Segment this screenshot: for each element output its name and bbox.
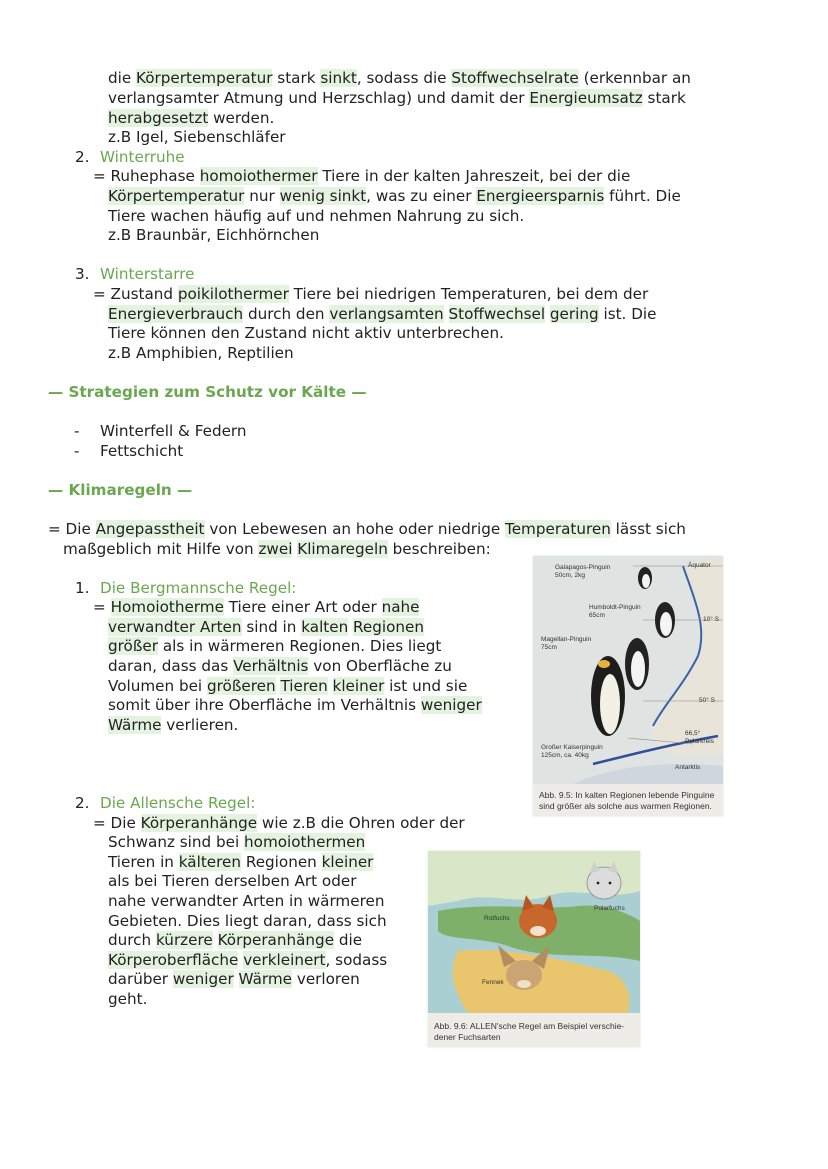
label-magellan: Magellan-Pinguin bbox=[541, 636, 592, 643]
highlighted-term: Energieumsatz bbox=[529, 89, 643, 107]
example-line bbox=[108, 343, 294, 363]
heading-winterruhe: Winterruhe bbox=[100, 148, 185, 166]
heading-allen: Die Allensche Regel: bbox=[100, 794, 256, 812]
highlighted-term: Wärme bbox=[238, 970, 293, 988]
highlighted-term: Regionen bbox=[353, 618, 425, 636]
text-segment: führt. Die bbox=[604, 187, 681, 205]
highlighted-term: homoiothermer bbox=[199, 167, 318, 185]
text-line bbox=[93, 166, 630, 186]
bullet-dash: - bbox=[74, 442, 80, 460]
text-line bbox=[108, 304, 656, 324]
text-segment: = Die bbox=[93, 814, 141, 832]
highlighted-term: Körperanhänge bbox=[217, 931, 335, 949]
text-segment: Volumen bei bbox=[108, 677, 207, 695]
text-line bbox=[108, 969, 360, 989]
figure-caption: sind größer als solche aus warmen Regionen. bbox=[539, 801, 712, 811]
text-segment: z.B Amphibien, Reptilien bbox=[108, 344, 294, 362]
text-segment: stark bbox=[642, 89, 686, 107]
text-line bbox=[108, 871, 356, 891]
highlighted-term: Stoffwechsel bbox=[448, 305, 546, 323]
text-line bbox=[108, 68, 691, 88]
text-segment: (erkennbar an bbox=[578, 69, 691, 87]
highlighted-term: homoiothermen bbox=[244, 833, 366, 851]
highlighted-term: poikilothermer bbox=[177, 285, 289, 303]
section-heading-strategien: — Strategien zum Schutz vor Kälte — bbox=[48, 383, 367, 401]
text-segment: verlangsamter Atmung und Herzschlag) und damit der bbox=[108, 89, 530, 107]
highlighted-term: Energieersparnis bbox=[476, 187, 605, 205]
text-segment: = Die bbox=[48, 520, 96, 538]
text-segment: Tieren in bbox=[108, 853, 179, 871]
text-segment: verloren bbox=[292, 970, 360, 988]
highlighted-term: größer bbox=[108, 637, 158, 655]
highlighted-term: Homoiotherme bbox=[110, 598, 224, 616]
highlighted-term: Angepasstheit bbox=[95, 520, 205, 538]
text-segment: Tiere in der kalten Jahreszeit, bei der die bbox=[317, 167, 631, 185]
text-segment: Gebieten. Dies liegt daran, dass sich bbox=[108, 912, 387, 930]
bullet-dash: - bbox=[74, 422, 80, 440]
label-galapagos-size: 50cm, 2kg bbox=[555, 572, 585, 579]
text-segment: die bbox=[334, 931, 363, 949]
text-line bbox=[108, 88, 686, 108]
text-segment: lässt sich bbox=[610, 520, 686, 538]
highlighted-term: Wärme bbox=[108, 716, 162, 734]
highlighted-term: kälteren bbox=[178, 853, 241, 871]
text-line bbox=[108, 950, 387, 970]
highlighted-term: verwandter Arten bbox=[108, 618, 242, 636]
highlighted-term: weniger bbox=[420, 696, 482, 714]
highlighted-term: kalten bbox=[301, 618, 349, 636]
text-segment bbox=[234, 970, 239, 988]
label-kaiser: Großer Kaiserpinguin bbox=[541, 744, 603, 751]
text-segment: durch bbox=[108, 931, 156, 949]
list-number: 2. bbox=[75, 794, 90, 812]
text-segment: durch den bbox=[243, 305, 330, 323]
highlighted-term: Körpertemperatur bbox=[108, 187, 245, 205]
text-segment: z.B Igel, Siebenschläfer bbox=[108, 128, 286, 146]
highlighted-term: wenig sinkt bbox=[279, 187, 367, 205]
text-line bbox=[108, 695, 482, 715]
label-humboldt-size: 65cm bbox=[589, 612, 605, 619]
label-magellan-size: 75cm bbox=[541, 644, 557, 651]
text-segment: = bbox=[93, 598, 111, 616]
text-segment: von Oberfläche zu bbox=[308, 657, 452, 675]
text-line bbox=[93, 284, 648, 304]
text-segment: z.B Braunbär, Eichhörnchen bbox=[108, 226, 320, 244]
list-number: 3. bbox=[75, 265, 90, 283]
highlighted-term: Temperaturen bbox=[505, 520, 611, 538]
penguin-large-icon bbox=[625, 638, 649, 690]
highlighted-term: kleiner bbox=[332, 677, 385, 695]
list-number: 2. bbox=[75, 148, 90, 166]
highlighted-term: Klimaregeln bbox=[297, 540, 388, 558]
text-segment: als in wärmeren Regionen. Dies liegt bbox=[158, 637, 442, 655]
text-segment: maßgeblich mit Hilfe von bbox=[63, 540, 259, 558]
penguin-small-icon bbox=[638, 567, 652, 589]
text-segment: sind in bbox=[241, 618, 302, 636]
highlighted-term: weniger bbox=[172, 970, 234, 988]
label-aequator: Äquator bbox=[688, 562, 711, 569]
label-polarfuchs: Polarfuchs bbox=[594, 905, 625, 912]
text-line bbox=[48, 519, 686, 539]
label-polarkreis-deg: 66,5° bbox=[685, 730, 701, 737]
text-segment: = Ruhephase bbox=[93, 167, 200, 185]
text-segment: nahe verwandter Arten in wärmeren bbox=[108, 892, 385, 910]
text-segment: wie z.B die Ohren oder der bbox=[257, 814, 465, 832]
text-segment: Winterfell & Federn bbox=[100, 422, 247, 440]
list-number: 1. bbox=[75, 579, 90, 597]
example-line bbox=[108, 225, 319, 245]
text-line bbox=[108, 676, 467, 696]
highlighted-term: kürzere bbox=[155, 931, 213, 949]
example-line bbox=[108, 127, 286, 147]
text-segment bbox=[444, 305, 449, 323]
text-line bbox=[108, 656, 452, 676]
highlighted-term: verkleinert bbox=[243, 951, 326, 969]
highlighted-term: sinkt bbox=[320, 69, 357, 87]
highlighted-term: Körperanhänge bbox=[140, 814, 258, 832]
text-segment: = Zustand bbox=[93, 285, 178, 303]
text-segment: Tiere wachen häufig auf und nehmen Nahrung zu sich. bbox=[108, 207, 525, 225]
highlighted-term: nahe bbox=[381, 598, 420, 616]
text-segment: Regionen bbox=[241, 853, 322, 871]
text-segment: Schwanz sind bei bbox=[108, 833, 245, 851]
text-segment bbox=[328, 677, 333, 695]
text-segment: Tiere bei niedrigen Temperaturen, bei dem der bbox=[288, 285, 649, 303]
text-line bbox=[108, 186, 681, 206]
bullet-text bbox=[100, 421, 247, 441]
text-segment bbox=[213, 931, 218, 949]
text-segment: verlieren. bbox=[161, 716, 239, 734]
label-10s: 10° S bbox=[703, 616, 719, 623]
highlighted-term: Verhältnis bbox=[233, 657, 309, 675]
text-segment: beschreiben: bbox=[387, 540, 491, 558]
text-line bbox=[63, 539, 491, 559]
text-segment: geht. bbox=[108, 990, 148, 1008]
highlighted-term: verlangsamten bbox=[329, 305, 444, 323]
text-segment: ist. Die bbox=[598, 305, 657, 323]
text-segment: stark bbox=[272, 69, 321, 87]
bullet-text bbox=[100, 441, 183, 461]
text-line bbox=[108, 636, 441, 656]
highlighted-term: zwei bbox=[258, 540, 293, 558]
text-line bbox=[108, 989, 147, 1009]
label-humboldt: Humboldt-Pinguin bbox=[589, 604, 641, 611]
highlighted-term: Körpertemperatur bbox=[136, 69, 273, 87]
text-segment: , sodass die bbox=[356, 69, 452, 87]
text-line bbox=[108, 108, 274, 128]
highlighted-term: Tieren bbox=[280, 677, 328, 695]
heading-winterstarre: Winterstarre bbox=[100, 265, 195, 283]
label-rotfuchs: Rotfuchs bbox=[484, 915, 510, 922]
text-segment: Fettschicht bbox=[100, 442, 184, 460]
text-segment: darüber bbox=[108, 970, 173, 988]
text-line bbox=[93, 813, 465, 833]
text-line bbox=[108, 930, 362, 950]
figure-caption: dener Fuchsarten bbox=[434, 1032, 501, 1042]
text-segment: als bei Tieren derselben Art oder bbox=[108, 872, 357, 890]
highlighted-term: größeren bbox=[206, 677, 276, 695]
highlighted-term: Stoffwechselrate bbox=[451, 69, 579, 87]
text-line bbox=[108, 911, 387, 931]
text-segment: von Lebewesen an hohe oder niedrige bbox=[204, 520, 506, 538]
label-kaiser-size: 125cm, ca. 40kg bbox=[541, 752, 589, 759]
heading-bergmann: Die Bergmannsche Regel: bbox=[100, 579, 297, 597]
label-galapagos: Galapagos-Pinguin bbox=[555, 564, 611, 571]
text-line bbox=[108, 206, 524, 226]
text-line bbox=[108, 323, 504, 343]
highlighted-term: Körperoberfläche bbox=[108, 951, 239, 969]
text-line bbox=[108, 832, 365, 852]
highlighted-term: Energieverbrauch bbox=[108, 305, 244, 323]
fox-map-illustration bbox=[428, 851, 640, 1013]
penguin-medium-icon bbox=[655, 602, 675, 638]
text-segment: Tiere können den Zustand nicht aktiv unterbrechen. bbox=[108, 324, 504, 342]
text-line bbox=[108, 852, 373, 872]
figure-caption: Abb. 9.5: In kalten Regionen lebende Pinguine bbox=[539, 790, 715, 800]
label-50s: 50° S bbox=[699, 697, 715, 704]
text-segment: ist und sie bbox=[384, 677, 468, 695]
text-segment: nur bbox=[244, 187, 280, 205]
text-line bbox=[108, 715, 238, 735]
figure-foxes bbox=[428, 851, 640, 1047]
section-heading-klimaregeln: — Klimaregeln — bbox=[48, 481, 193, 499]
text-line bbox=[108, 617, 424, 637]
figure-penguins bbox=[533, 556, 723, 816]
text-segment: werden. bbox=[208, 109, 275, 127]
figure-caption: Abb. 9.6: ALLEN'sche Regel am Beispiel verschie- bbox=[434, 1021, 625, 1031]
highlighted-term: gering bbox=[549, 305, 599, 323]
penguin-emperor-icon bbox=[591, 656, 625, 736]
text-segment: , sodass bbox=[325, 951, 388, 969]
label-fennek: Fennek bbox=[482, 979, 504, 986]
text-segment: Tiere einer Art oder bbox=[223, 598, 382, 616]
text-line bbox=[108, 891, 384, 911]
text-segment: daran, dass das bbox=[108, 657, 234, 675]
text-segment: die bbox=[108, 69, 137, 87]
text-segment: somit über ihre Oberfläche im Verhältnis bbox=[108, 696, 421, 714]
text-segment: , was zu einer bbox=[366, 187, 477, 205]
highlighted-term: herabgesetzt bbox=[108, 109, 209, 127]
text-line bbox=[93, 597, 419, 617]
highlighted-term: kleiner bbox=[321, 853, 374, 871]
label-antarktis: Antarktis bbox=[675, 764, 701, 771]
label-polarkreis: Polarkreis bbox=[685, 738, 714, 745]
